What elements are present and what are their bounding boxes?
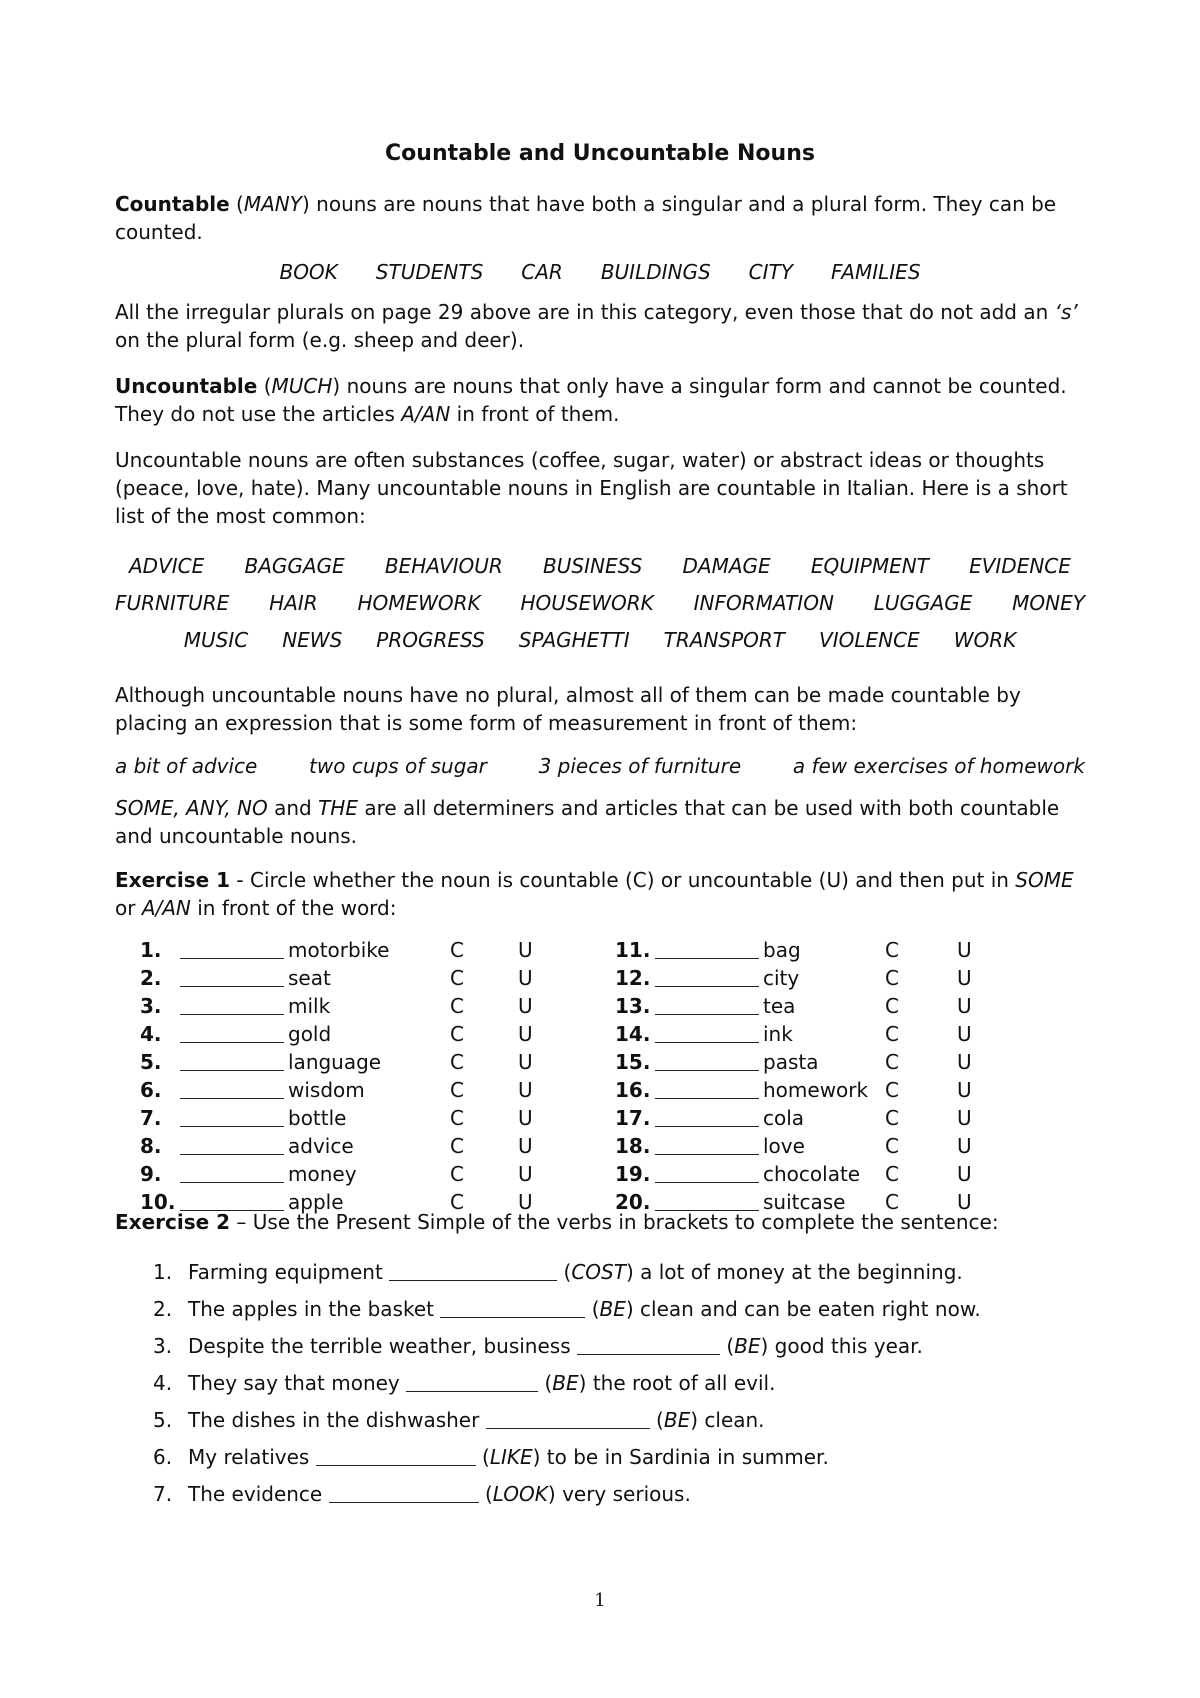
exercise2-sentence [115,1476,1085,1513]
uncountable-word: BUSINESS [543,554,643,578]
exercise1-item [615,1020,972,1048]
countable-example: CAR [521,260,563,284]
noun-word: gold [288,1022,332,1046]
exercise1-right-column [615,936,972,1216]
verb-hint: LOOK [492,1482,548,1506]
exercise2-sentence [115,1254,1085,1291]
uncountable-option[interactable]: U [957,1050,972,1074]
sentence-end: ) the root of all evil. [578,1371,776,1395]
noun-word: bottle [288,1106,347,1130]
uncountable-option[interactable]: U [518,1190,533,1214]
uncountable-option[interactable]: U [957,1022,972,1046]
exercise1-aan: A/AN [141,896,191,920]
item-number: 10. [140,1190,176,1214]
item-number: 14. [615,1022,651,1046]
item-number: 18. [615,1134,651,1158]
countable-option[interactable]: C [885,1162,899,1186]
exercise2-label: Exercise 2 [115,1210,231,1234]
verb-hint: BE [552,1371,579,1395]
measurement-example: 3 pieces of furniture [538,754,742,778]
answer-blank[interactable] [486,1406,650,1429]
uncountable-word: HAIR [269,591,318,615]
uncountable-option[interactable]: U [957,1190,972,1214]
uncountable-articles: A/AN [401,402,451,426]
answer-blank[interactable] [180,1106,284,1127]
uncountable-option[interactable]: U [518,1078,533,1102]
item-number: 2. [140,966,162,990]
exercise1-item [615,1132,972,1160]
irregular-note [115,298,1085,354]
measurement-example: a bit of advice [115,754,258,778]
countable-option[interactable]: C [450,1050,464,1074]
item-number: 12. [615,966,651,990]
countable-option[interactable]: C [885,994,899,1018]
noun-word: language [288,1050,382,1074]
answer-blank[interactable] [180,1190,284,1211]
irregular-s: ‘s’ [1054,300,1078,324]
uncountable-word: EVIDENCE [969,554,1071,578]
sentence-start: The dishes in the dishwasher [188,1408,486,1432]
uncountable-word: BEHAVIOUR [384,554,503,578]
item-number: 9. [140,1162,162,1186]
exercise1-label: Exercise 1 [115,868,231,892]
uncountable-word: PROGRESS [376,628,485,652]
item-number: 20. [615,1190,651,1214]
substances-paragraph: Uncountable nouns are often substances (coffee, sugar, water) or abstract ideas or thoughts (peace, love, hate). Many uncountable nouns in English are countable in Italian. Here is a short list of the most common: [115,448,1068,528]
uncountable-word: BAGGAGE [244,554,345,578]
uncountable-option[interactable]: U [957,1106,972,1130]
exercise1-item [140,1020,533,1048]
exercise1-item [615,1048,972,1076]
sentence-number: 5. [153,1408,173,1432]
uncountable-word: EQUIPMENT [810,554,929,578]
sentence-start: Despite the terrible weather, business [188,1334,577,1358]
answer-blank[interactable] [329,1480,479,1503]
answer-blank[interactable] [655,1106,759,1127]
uncountable-option[interactable]: U [957,994,972,1018]
answer-blank[interactable] [406,1369,538,1392]
uncountable-option[interactable]: U [518,1050,533,1074]
bracket-open: ( [475,1445,490,1469]
page-content [115,140,1085,1513]
sentence-body [153,1334,923,1358]
verb-hint: BE [599,1297,626,1321]
verb-hint: COST [571,1260,626,1284]
item-number: 13. [615,994,651,1018]
exercise1-item [615,992,972,1020]
uncountable-word: MUSIC [183,628,249,652]
exercise2-sentence [115,1365,1085,1402]
countable-example: FAMILIES [830,260,921,284]
exercise1-item [140,936,533,964]
countable-examples [115,260,1085,284]
sentence-body [153,1371,775,1395]
exercise2-list [115,1254,1085,1513]
exercise1-item [140,992,533,1020]
noun-word: city [763,966,800,990]
exercise2-sentence [115,1291,1085,1328]
bracket-open: ( [649,1408,664,1432]
item-number: 15. [615,1050,651,1074]
noun-word: motorbike [288,938,390,962]
noun-word: bag [763,938,801,962]
countable-tag: MANY [243,192,302,216]
sentence-start: My relatives [188,1445,316,1469]
exercise2-sentence [115,1328,1085,1365]
exercise1-some: SOME [1015,868,1074,892]
answer-blank[interactable] [655,994,759,1015]
uncountable-option[interactable]: U [518,994,533,1018]
uncountable-option[interactable]: U [518,1106,533,1130]
countable-option[interactable]: C [885,1190,899,1214]
verb-hint: BE [734,1334,761,1358]
uncountable-option[interactable]: U [957,1078,972,1102]
uncountable-word: FURNITURE [115,591,230,615]
sentence-body [153,1482,691,1506]
sentence-number: 2. [153,1297,173,1321]
noun-word: chocolate [763,1162,861,1186]
answer-blank[interactable] [655,966,759,987]
noun-word: tea [763,994,796,1018]
exercise1-item [140,964,533,992]
exercise1-left-column [140,936,533,1216]
uncountable-word: SPAGHETTI [518,628,630,652]
uncountable-word: TRANSPORT [663,628,786,652]
sentence-number: 3. [153,1334,173,1358]
item-number: 16. [615,1078,651,1102]
countable-option[interactable]: C [450,966,464,990]
noun-word: seat [288,966,331,990]
countable-option[interactable]: C [885,1078,899,1102]
sentence-end: ) very serious. [547,1482,691,1506]
uncountable-option[interactable]: U [518,938,533,962]
uncountable-word: ADVICE [129,554,205,578]
answer-blank[interactable] [180,1134,284,1155]
item-number: 1. [140,938,162,962]
uncountable-word: LUGGAGE [873,591,973,615]
answer-blank[interactable] [655,1050,759,1071]
countable-option[interactable]: C [450,1190,464,1214]
exercise1-item [615,1104,972,1132]
item-number: 11. [615,938,651,962]
answer-blank[interactable] [655,1078,759,1099]
sentence-end: ) good this year. [760,1334,923,1358]
determiners-words: SOME, ANY, NO [115,796,268,820]
bracket-open: ( [719,1334,735,1358]
exercise1-item [140,1104,533,1132]
noun-word: suitcase [763,1190,846,1214]
countable-option[interactable]: C [450,1162,464,1186]
exercise1-item [140,1076,533,1104]
sentence-number: 1. [153,1260,173,1284]
countable-option[interactable]: C [885,1050,899,1074]
uncountable-word: WORK [953,628,1017,652]
answer-blank[interactable] [180,1078,284,1099]
item-number: 19. [615,1162,651,1186]
answer-blank[interactable] [180,1050,284,1071]
exercise1-item [140,1132,533,1160]
exercise1-table [115,936,1085,1214]
item-number: 4. [140,1022,162,1046]
noun-word: money [288,1162,357,1186]
exercise2-text: – Use the Present Simple of the verbs in brackets to complete the sentence: [230,1210,999,1234]
exercise1-item [615,1160,972,1188]
item-number: 3. [140,994,162,1018]
sentence-start: They say that money [188,1371,407,1395]
uncountable-option[interactable]: U [518,1162,533,1186]
determiners-and: and [267,796,319,820]
exercise1-item [615,964,972,992]
sentence-end: ) clean. [690,1408,765,1432]
verb-hint: BE [663,1408,691,1432]
uncountable-word: INFORMATION [693,591,834,615]
sentence-body [153,1260,963,1284]
uncountable-text: nouns are nouns that only have a singular form and cannot be counted. They do not use the articles [115,374,1067,426]
determiners-text: are all determiners and articles that can be used with both countable and uncountable nouns. [115,796,1060,848]
irregular-text-end: on the plural form (e.g. sheep and deer). [115,328,525,352]
answer-blank[interactable] [180,994,284,1015]
uncountable-option[interactable]: U [957,1162,972,1186]
item-number: 6. [140,1078,162,1102]
uncountable-word: MONEY [1012,591,1085,615]
sentence-body [153,1297,981,1321]
noun-word: milk [288,994,331,1018]
countable-option[interactable]: C [885,938,899,962]
exercise1-instructions [115,866,1085,922]
answer-blank[interactable] [655,938,759,959]
answer-blank[interactable] [316,1443,476,1466]
exercise2-sentence [115,1402,1085,1439]
exercise1-item [140,1048,533,1076]
exercise1-item [615,1076,972,1104]
uncountable-option[interactable]: U [518,966,533,990]
noun-word: wisdom [288,1078,365,1102]
bracket-open: ( [538,1371,553,1395]
sentence-start: Farming equipment [188,1260,390,1284]
bracket-open: ( [557,1260,572,1284]
uncountable-word-list [115,548,1085,659]
countable-example: BOOK [279,260,338,284]
noun-word: ink [763,1022,793,1046]
bracket-open: ( [585,1297,600,1321]
uncountable-word: NEWS [282,628,343,652]
bracket-open: ( [478,1482,493,1506]
countable-option[interactable]: C [450,994,464,1018]
exercise1-item [140,1160,533,1188]
irregular-text: All the irregular plurals on page 29 above are in this category, even those that do not add an [115,300,1055,324]
sentence-start: The apples in the basket [188,1297,441,1321]
countable-example: CITY [748,260,793,284]
countable-example: STUDENTS [375,260,484,284]
uncountable-option[interactable]: U [518,1134,533,1158]
uncountable-option[interactable]: U [957,966,972,990]
item-number: 7. [140,1106,162,1130]
item-number: 8. [140,1134,162,1158]
uncountable-term: Uncountable [115,374,258,398]
page-number: 1 [594,1590,606,1611]
countable-option[interactable]: C [450,1022,464,1046]
noun-word: homework [763,1078,869,1102]
exercise1-text-end: in front of the word: [190,896,397,920]
sentence-body [153,1408,765,1432]
countable-option[interactable]: C [885,1022,899,1046]
answer-blank[interactable] [655,1022,759,1043]
answer-blank[interactable] [440,1295,585,1318]
uncountable-word: HOUSEWORK [520,591,654,615]
noun-word: cola [763,1106,805,1130]
item-number: 5. [140,1050,162,1074]
page-title: Countable and Uncountable Nouns [385,141,815,166]
sentence-number: 6. [153,1445,173,1469]
noun-word: apple [288,1190,344,1214]
noun-word: love [763,1134,805,1158]
countable-option[interactable]: C [450,1106,464,1130]
exercise1-item [615,1188,972,1216]
measurement-example: a few exercises of homework [792,754,1085,778]
measurement-example: two cups of sugar [309,754,487,778]
countable-option[interactable]: C [450,938,464,962]
answer-blank[interactable] [655,1162,759,1183]
measurement-examples [115,752,1085,780]
uncountable-text-end: in front of them. [450,402,620,426]
determiners-the: THE [318,796,358,820]
sentence-end: ) a lot of money at the beginning. [625,1260,963,1284]
countable-option[interactable]: C [450,1078,464,1102]
uncountable-word: VIOLENCE [819,628,920,652]
exercise1-or: or [115,896,142,920]
countable-option[interactable]: C [885,1134,899,1158]
verb-hint: LIKE [489,1445,533,1469]
sentence-start: The evidence [188,1482,329,1506]
answer-blank[interactable] [180,966,284,987]
noun-word: advice [288,1134,354,1158]
noun-word: pasta [763,1050,819,1074]
exercise1-text: - Circle whether the noun is countable (C) or uncountable (U) and then put in [230,868,1016,892]
countable-option[interactable]: C [450,1134,464,1158]
answer-blank[interactable] [655,1134,759,1155]
countable-term: Countable [115,192,230,216]
exercise1-item [615,936,972,964]
answer-blank[interactable] [180,1022,284,1043]
exercise2-sentence [115,1439,1085,1476]
uncountable-word-row [115,585,1085,622]
determiners-paragraph [115,794,1085,850]
uncountable-option[interactable]: U [957,938,972,962]
sentence-end: ) to be in Sardinia in summer. [532,1445,829,1469]
uncountable-tag: MUCH [271,374,333,398]
sentence-end: ) clean and can be eaten right now. [625,1297,981,1321]
uncountable-word-row [115,622,1085,659]
answer-blank[interactable] [180,938,284,959]
uncountable-word: DAMAGE [682,554,771,578]
item-number: 17. [615,1106,651,1130]
sentence-number: 4. [153,1371,173,1395]
answer-blank[interactable] [577,1332,720,1355]
sentence-body [153,1445,829,1469]
measurement-intro: Although uncountable nouns have no plural, almost all of them can be made countable by placing an expression that is some form of measurement in front of them: [115,683,1021,735]
answer-blank[interactable] [389,1258,557,1281]
uncountable-definition: Uncountable (MUCH) nouns are nouns that only have a singular form and cannot be counted. They do not use the articles A/AN in front of them. [115,374,1067,426]
answer-blank[interactable] [655,1190,759,1211]
uncountable-word-row [115,548,1085,585]
uncountable-option[interactable]: U [957,1134,972,1158]
uncountable-word: HOMEWORK [357,591,481,615]
sentence-number: 7. [153,1482,173,1506]
answer-blank[interactable] [180,1162,284,1183]
uncountable-option[interactable]: U [518,1022,533,1046]
exercise1-item [140,1188,533,1216]
countable-definition: Countable (MANY) nouns are nouns that have both a singular and a plural form. They can be counted. [115,192,1057,244]
countable-text: nouns are nouns that have both a singular and a plural form. They can be counted. [115,192,1057,244]
countable-option[interactable]: C [885,1106,899,1130]
countable-option[interactable]: C [885,966,899,990]
countable-example: BUILDINGS [600,260,711,284]
